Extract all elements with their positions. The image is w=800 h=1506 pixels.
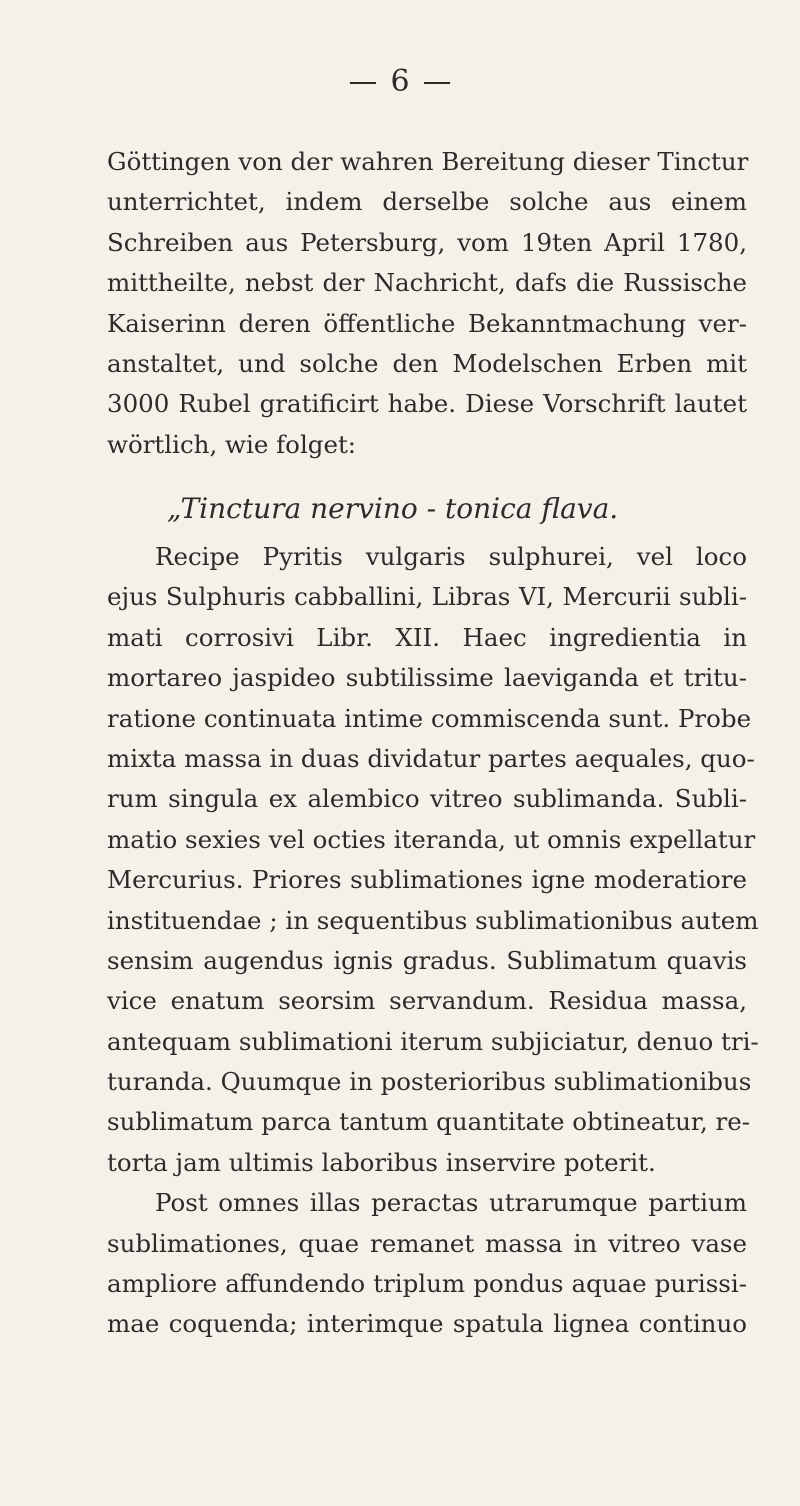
text-line: mae coquenda; interimque spatula lignea continuo	[107, 1309, 747, 1339]
text-line: mati corrosivi Libr. XII. Haec ingredientia in	[107, 622, 747, 652]
text-line: mortareo jaspideo subtilissime laeviganda et tritu-	[107, 663, 747, 693]
text-line: Schreiben aus Petersburg, vom 19ten April 1780,	[107, 227, 747, 257]
text-line: ampliore affundendo triplum pondus aquae purissi-	[107, 1269, 747, 1299]
text-line: anstaltet, und solche den Modelschen Erben mit	[107, 348, 747, 378]
text-line: turanda. Quumque in posterioribus sublimationibus	[107, 1067, 752, 1097]
text-line: vice enatum seorsim servandum. Residua massa,	[107, 986, 747, 1016]
text-line: Mercurius. Priores sublimationes igne moderatiore	[107, 865, 747, 895]
text-line: sensim augendus ignis gradus. Sublimatum quavis	[107, 945, 747, 975]
text-line: mixta massa in duas dividatur partes aequales, quo-	[107, 743, 755, 773]
text-line: matio sexies vel octies iteranda, ut omnis expellatur	[107, 824, 756, 854]
text-line: unterrichtet, indem derselbe solche aus einem	[107, 187, 747, 217]
recipe-heading: „Tinctura nervino - tonica flava.	[167, 492, 619, 525]
text-line: mittheilte, nebst der Nachricht, dafs die Russische	[107, 268, 747, 298]
text-line: wörtlich, wie folget:	[107, 429, 357, 459]
text-line: 3000 Rubel gratificirt habe. Diese Vorschrift lautet	[107, 389, 747, 419]
text-line: instituendae ; in sequentibus sublimationibus autem	[107, 905, 759, 935]
page-number-line	[0, 62, 800, 102]
text-line: rum singula ex alembico vitreo sublimanda. Subli-	[107, 784, 747, 814]
page-number: 6	[390, 64, 410, 99]
ornament-dash-right	[424, 82, 450, 84]
text-line: Recipe Pyritis vulgaris sulphurei, vel loco	[155, 542, 747, 571]
german-paragraph	[107, 142, 747, 465]
text-line: ejus Sulphuris cabballini, Libras VI, Mercurii subli-	[107, 582, 747, 612]
latin-recipe-body	[107, 537, 759, 1345]
text-line: sublimatum parca tantum quantitate obtineatur, re-	[107, 1107, 751, 1137]
text-line: antequam sublimationi iterum subjiciatur, denuo tri-	[107, 1026, 759, 1056]
text-line: Kaiserinn deren öffentliche Bekanntmachung ver-	[107, 308, 747, 338]
text-line: sublimationes, quae remanet massa in vitreo vase	[107, 1228, 747, 1258]
text-line: ratione continuata intime commiscenda sunt. Probe	[107, 703, 752, 733]
text-line: Göttingen von der wahren Bereitung dieser Tinctur	[107, 147, 749, 176]
text-line: torta jam ultimis laboribus inservire poterit.	[107, 1147, 656, 1177]
text-line: Post omnes illas peractas utrarumque partium	[155, 1188, 747, 1218]
ornament-dash-left	[350, 82, 376, 84]
